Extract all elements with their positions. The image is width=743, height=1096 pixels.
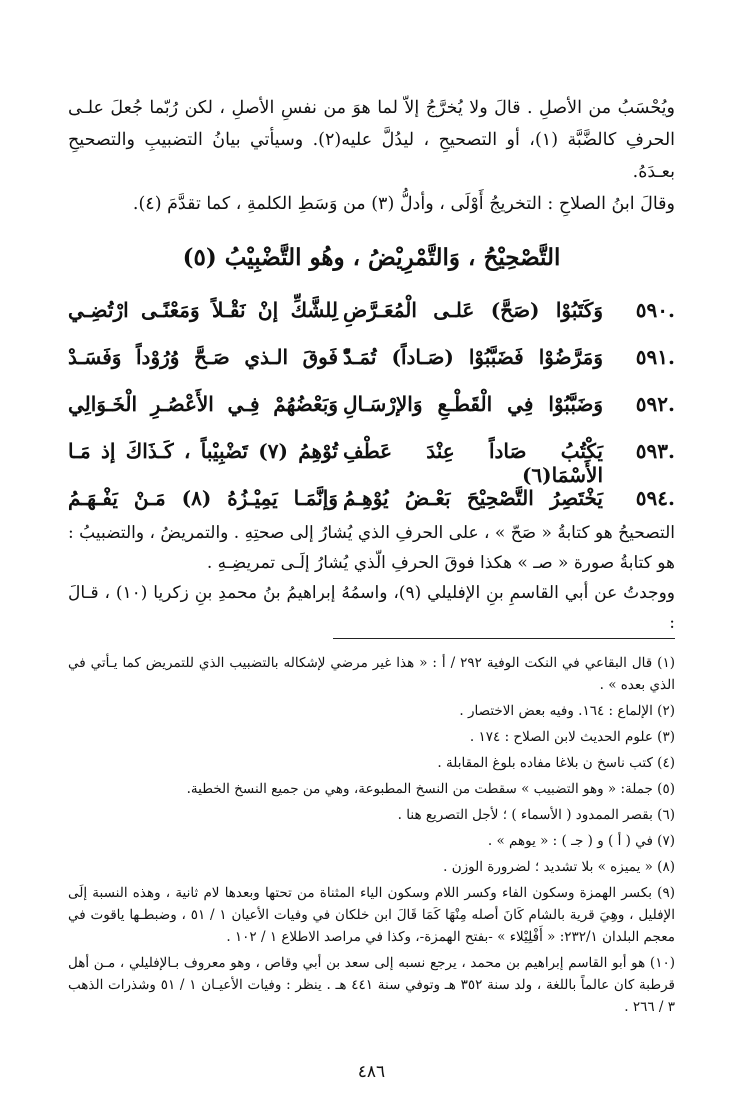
footnote: (٩) بكسر الهمزة وسكون الفاء وكسر اللام وسكون الياء المثناة من تحتها وبعدها لام ثانية ، وهذه النسبة إلَى الإفليل ، وهِيَ قرية بالشام كَانَ أصله مِنْهَا كَمَا قَالَ ابن خلكان في وفيات الأعيان ١ / ٥١ ، وضبطـها ياقوت في معجم البلدان ٢٣٢/١: « أَفْلِيْلاء » -بفتح الهمزة-، وكذا في مراصد الاطلاع ١ / ١٠٢ . [68,885,675,945]
prose-paragraph: وقالَ ابنُ الصلاحِ : التخريجُ أَوْلَى ، وأدلُّ (٣) من وَسَطِ الكلمةِ ، كما تقدَّمَ (٤). [132,194,675,214]
verse-second-hemistich: تُوْهِمُ (٧) تَضْبِيْباً ، كَـذَاكَ إذ مَـا [68,439,338,463]
footnotes [68,652,675,1022]
commentary-prose [68,518,675,638]
section-heading: التَّصْحِيْحُ ، وَالتَّمْرِيْضُ ، وهُو التَّضْبِيْبُ (٥) [182,244,561,271]
intro-prose [68,92,675,220]
verse-first-hemistich: وَكَتَبُوْا (صَحَّ) عَلـى الْمُعَـرَّضِ [343,298,603,322]
footnote: (١٠) هو أبو القاسم إبراهيم بن محمد ، يرجع نسبه إلى سعد بن أبي وقاص ، وهو معروف بـالإفليلي ، مـن أهل قرطبة كان عالماً باللغة ، ولد سنة ٣٥٢ هـ وتوفي سنة ٤٤١ هـ . ينظر : وفيات الأعيـان ١ / ٥١ وشذرات الذهب ٣ / ٢٦٦ . [68,955,675,1015]
verse-second-hemistich: وَإنَّمَـا يَمِيْـزُهُ (٨) مَـنْ يَفْـهَـمُ [68,486,338,510]
footnote: (٨) « يميزه » بلا تشديد ؛ لضرورة الوزن . [443,859,675,875]
commentary-paragraph: التصحيحُ هو كتابةُ « صَحّ » ، على الحرفِ الذي يُشارُ إلى صحتِهِ . والتمريضُ ، والتضبيبُ : هو كتابةُ صورة « صـ » هكذا فوقَ الحرفِ الّذي يُشارُ إلَـى تمريضِـهِ . [68,523,675,573]
verse-first-hemistich: يَخْتَصِرُ التَّصْحِيْحَ بَعْـضُ يُوْهِـمُ [343,486,603,510]
footnote: (٢) الإلماع : ١٦٤. وفيه بعض الاختصار . [459,703,675,719]
verse-first-hemistich: وَضَبَّبُوْا فِي الْقَطْـعِ وَالإرْسَـالِ [343,392,603,416]
verse-second-hemistich: فَوقَ الـذي صَـحَّ وُرُوْداً وَفَسَـدْ [68,345,338,369]
verse-first-hemistich: يَكْتُبُ صَاداً عِنْدَ عَطْفِ الأَسْمَا(٦) [343,439,603,487]
verse-row [68,337,675,384]
footnote: (٦) بقصر الممدود ( الأسماء ) ؛ لأجل التصريع هنا . [397,807,675,823]
footnote: (٧) في ( أ ) و ( جـ ) : « يوهم » . [487,833,675,849]
verse-first-hemistich: وَمَرَّضُوْا فَضَبَّبُوْا (صَـاداً) تُمَـدّْ [343,345,603,369]
footnote-divider [333,638,675,639]
commentary-paragraph: ووجدتُ عن أبي القاسمِ بنِ الإفليلي (٩)، واسمُهُ إبراهيمُ بنُ محمدِ بنِ زكريا (١٠) ، قـالَ : [68,583,675,633]
verse-number: ٥٩١. [635,345,675,369]
verse-second-hemistich: وَبَعْضُهُمْ فِـي الأَعْصُـرِ الْخَـوَالِي [68,392,338,416]
verse-second-hemistich: لِلشَّكِّ إنْ نَقْـلاً وَمَعْنًـى ارْتُضِـي [68,298,338,322]
prose-paragraph: ويُحْسَبُ من الأصلِ . قالَ ولا يُخرَّجُ إلاّ لما هوَ من نفسِ الأصلِ ، لكن رُبّما جُعلَ علـى الحرفِ كالضَّبَّة (١)، أو التصحيحِ ، ليدُلَّ عليه(٢). وسيأتي بيانُ التضبيبِ والتصحيحِ بعـدَهُ. [68,98,676,182]
footnote: (١) قال البقاعي في النكت الوفية ٢٩٢ / أ : « هذا غير مرضي لإشكاله بالتضبيب الذي للتمريض كما يـأتي في الذي بعده » . [68,655,675,693]
verse-number: ٥٩٠. [635,298,675,322]
verse-list [68,290,675,525]
verse-number: ٥٩٤. [635,486,675,510]
page-number: ٤٨٦ [357,1062,386,1082]
footnote: (٤) كتب ناسخ ن بلاغا مفاده بلوغ المقابلة . [437,755,675,771]
verse-number: ٥٩٣. [635,439,675,463]
footnote: (٣) علوم الحديث لابن الصلاح : ١٧٤ . [469,729,675,745]
verse-row [68,290,675,337]
verse-row [68,431,675,487]
verse-row [68,384,675,431]
footnote: (٥) جملة: « وهو التضبيب » سقطت من النسخ المطبوعة، وهي من جميع النسخ الخطية. [186,781,675,797]
verse-number: ٥٩٢. [635,392,675,416]
